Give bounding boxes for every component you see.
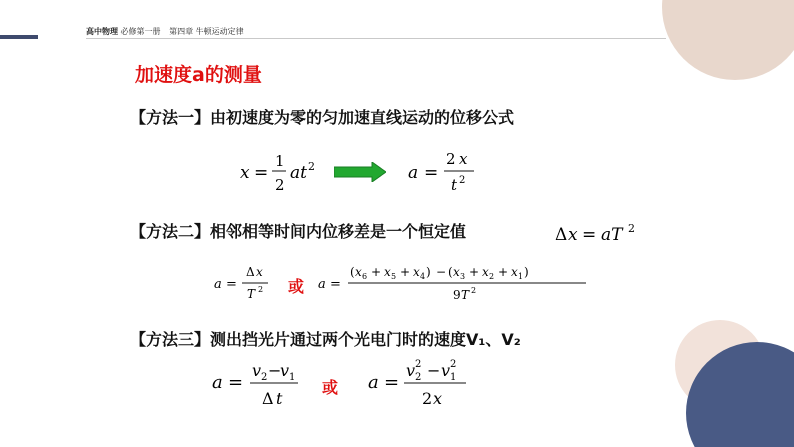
svg-text:=: = <box>330 277 341 292</box>
svg-text:6: 6 <box>362 272 368 281</box>
svg-text:a: a <box>408 163 419 183</box>
svg-text:Δ: Δ <box>246 265 255 279</box>
or-label-method-three: 或 <box>322 378 339 397</box>
or-label-method-two: 或 <box>288 277 305 296</box>
svg-text:1: 1 <box>275 152 285 170</box>
svg-text:v: v <box>441 361 451 380</box>
svg-text:+: + <box>400 265 411 279</box>
method-two-heading: 【方法二】相邻相等时间内位移差是一个恒定值 <box>130 222 467 241</box>
svg-text:2: 2 <box>415 359 422 370</box>
svg-text:2: 2 <box>459 175 466 186</box>
svg-text:t: t <box>276 389 283 408</box>
svg-text:(: ( <box>448 265 453 279</box>
svg-text:+: + <box>498 265 509 279</box>
method-three-heading: 【方法三】测出挡光片通过两个光电门时的速度V₁、V₂ <box>130 330 521 349</box>
svg-text:Δ: Δ <box>262 389 274 408</box>
formula-delta-x-equals-a-t-squared <box>555 220 645 250</box>
svg-text:Δ: Δ <box>555 225 568 245</box>
svg-text:−: − <box>427 361 441 380</box>
svg-text:+: + <box>469 265 480 279</box>
svg-text:−: − <box>268 361 282 380</box>
svg-text:x: x <box>433 389 443 408</box>
formula-a-equals-velocity-squares-over-2x <box>368 356 478 412</box>
svg-text:=: = <box>226 277 237 292</box>
method-one-heading: 【方法一】由初速度为零的匀加速直线运动的位移公式 <box>130 108 515 127</box>
svg-text:2: 2 <box>422 389 433 408</box>
svg-text:1: 1 <box>450 372 457 383</box>
svg-text:3: 3 <box>460 272 466 281</box>
green-arrow-icon <box>334 162 386 182</box>
svg-text:2: 2 <box>489 272 495 281</box>
svg-text:a: a <box>368 372 379 393</box>
svg-text:5: 5 <box>391 272 397 281</box>
svg-text:x: x <box>240 163 250 183</box>
svg-text:2: 2 <box>450 359 457 370</box>
svg-text:1: 1 <box>518 272 524 281</box>
svg-text:x: x <box>568 225 578 245</box>
svg-text:a: a <box>318 277 326 292</box>
svg-text:x: x <box>453 265 460 279</box>
svg-text:2: 2 <box>471 286 477 295</box>
svg-text:=: = <box>228 372 244 393</box>
svg-text:T: T <box>461 288 470 302</box>
svg-text:2: 2 <box>308 160 315 173</box>
svg-text:a: a <box>212 372 223 393</box>
svg-text:2: 2 <box>415 372 422 383</box>
decorative-circle-top-right <box>662 0 794 80</box>
svg-text:(: ( <box>350 265 355 279</box>
svg-text:4: 4 <box>420 272 426 281</box>
svg-text:v: v <box>280 361 290 380</box>
svg-text:2: 2 <box>446 150 456 168</box>
svg-text:x: x <box>511 265 518 279</box>
header-book: 必修第一册 <box>120 27 161 36</box>
svg-text:2: 2 <box>261 372 268 383</box>
svg-text:x: x <box>413 265 420 279</box>
svg-text:=: = <box>424 163 439 183</box>
formula-a-equals-velocity-difference-over-delta-t <box>212 358 312 412</box>
svg-text:v: v <box>406 361 416 380</box>
header-divider <box>86 38 666 39</box>
svg-text:9: 9 <box>453 288 461 302</box>
svg-text:x: x <box>482 265 489 279</box>
page-title: 加速度a的测量 <box>135 64 262 86</box>
svg-text:2: 2 <box>275 176 285 194</box>
header-subject: 高中物理 <box>86 27 118 36</box>
svg-text:): ) <box>524 265 529 279</box>
svg-text:x: x <box>459 150 468 168</box>
svg-text:T: T <box>247 287 256 301</box>
svg-text:a: a <box>214 277 222 292</box>
header-breadcrumb <box>86 26 250 37</box>
svg-text:+: + <box>371 265 382 279</box>
formula-successive-difference-method <box>318 258 590 304</box>
header-accent-bar <box>0 35 38 39</box>
svg-text:v: v <box>252 361 262 380</box>
formula-x-equals-half-a-t-squared <box>240 146 330 196</box>
svg-text:1: 1 <box>289 372 296 383</box>
svg-text:2: 2 <box>258 285 264 294</box>
svg-text:x: x <box>256 265 263 279</box>
svg-text:=: = <box>582 225 597 245</box>
svg-text:): ) <box>426 265 431 279</box>
formula-a-equals-delta-x-over-t-squared <box>214 262 274 306</box>
svg-text:2: 2 <box>628 222 635 235</box>
svg-text:=: = <box>384 372 400 393</box>
svg-text:x: x <box>355 265 362 279</box>
svg-text:=: = <box>254 163 269 183</box>
svg-text:aT: aT <box>601 225 623 245</box>
header-chapter: 第四章 牛顿运动定律 <box>169 27 244 36</box>
svg-text:x: x <box>384 265 391 279</box>
svg-text:t: t <box>451 176 458 194</box>
svg-text:−: − <box>436 265 447 279</box>
svg-text:at: at <box>290 163 307 183</box>
formula-a-equals-2x-over-t-squared <box>408 146 488 196</box>
